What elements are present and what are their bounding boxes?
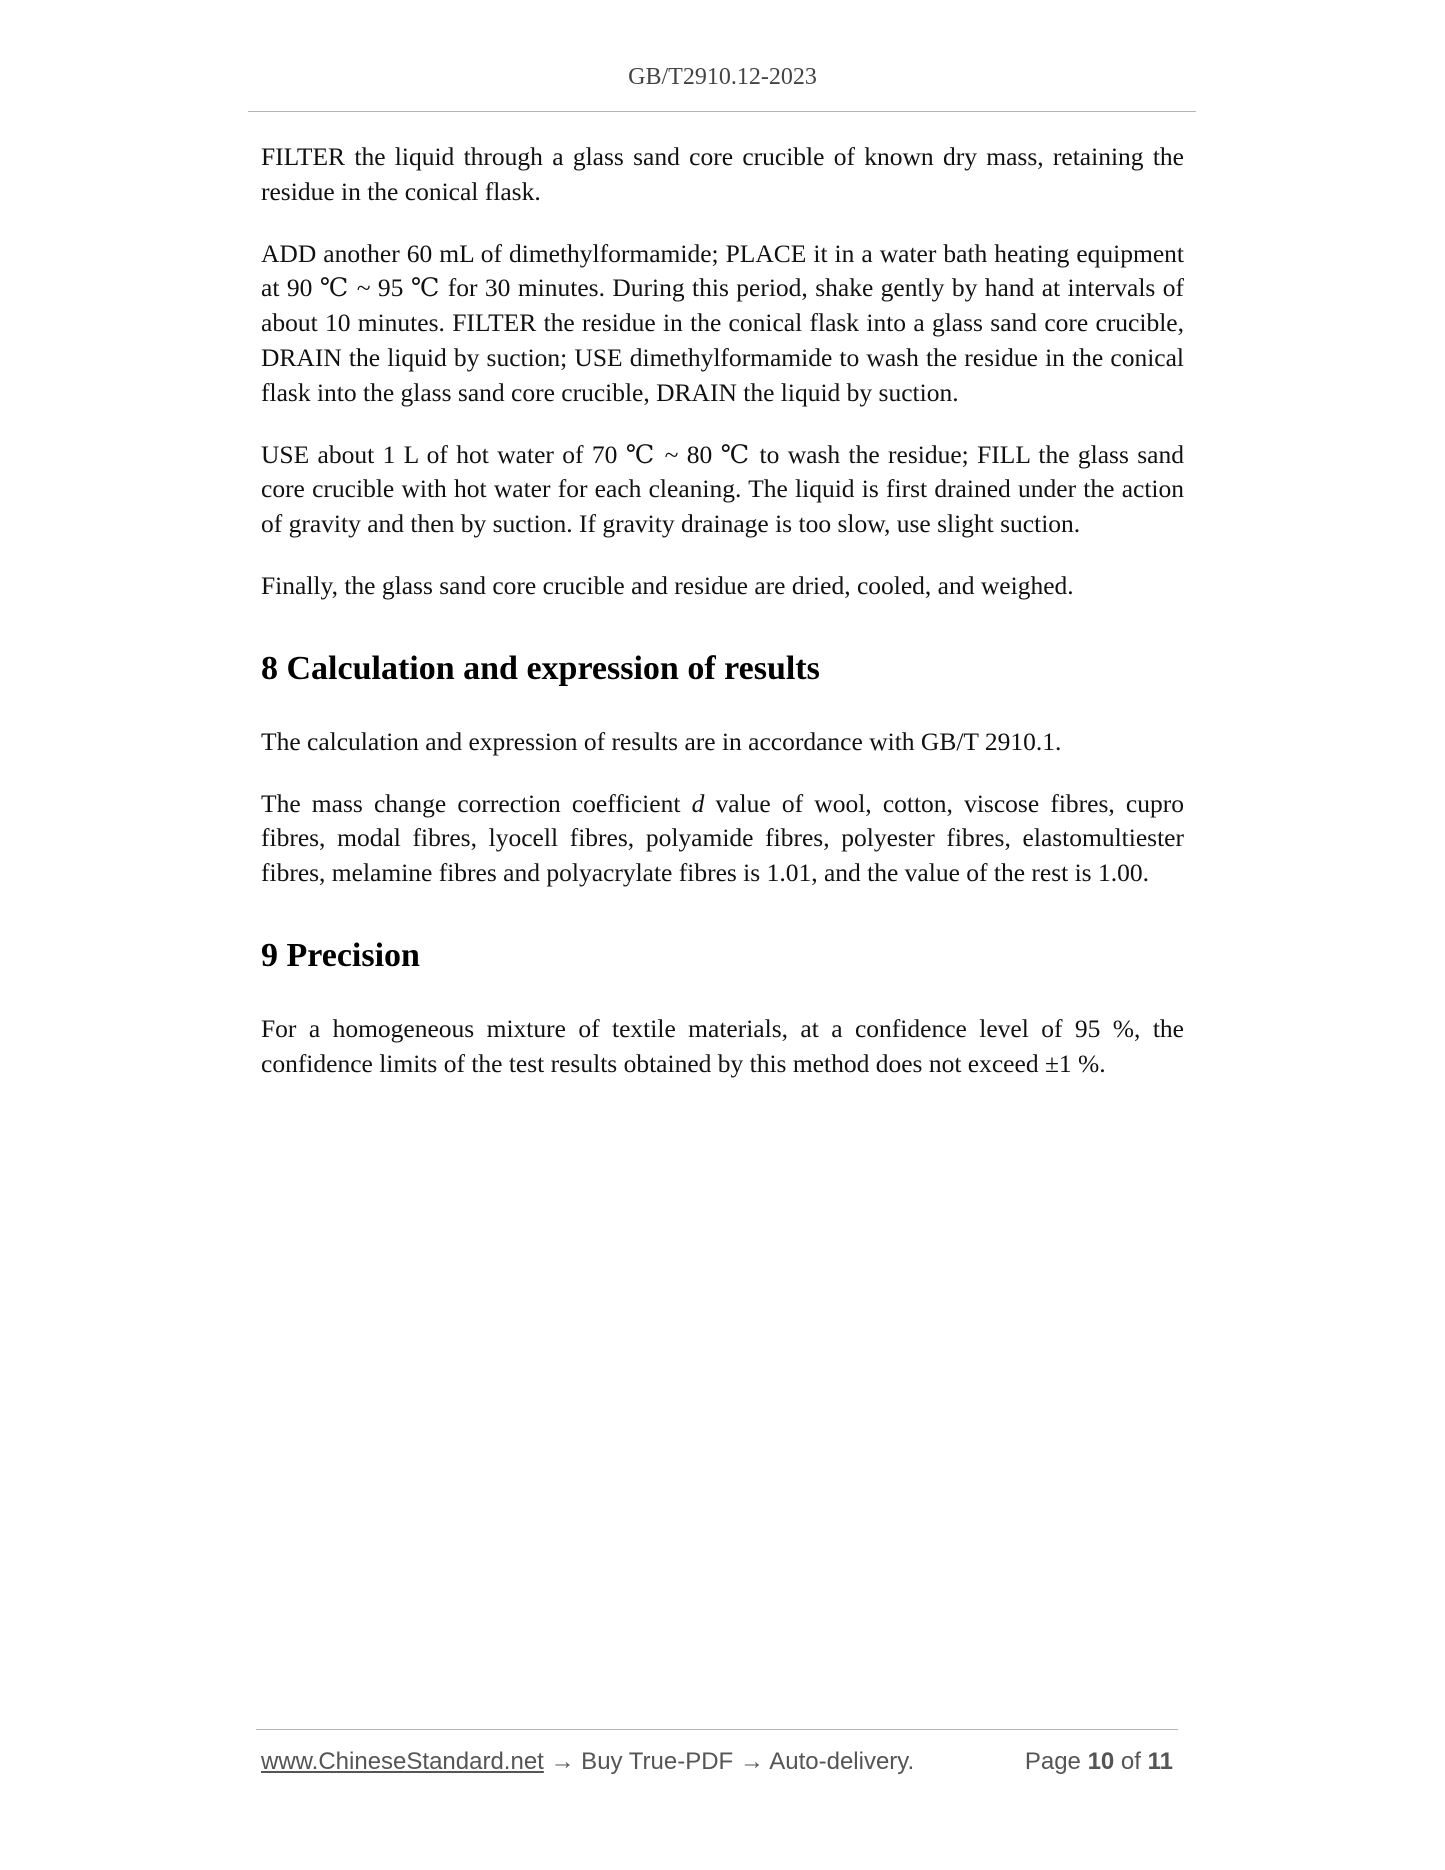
document-header-title: GB/T2910.12-2023 [628,64,817,90]
footer-divider [256,1729,1178,1730]
correction-coefficient-symbol: d [691,788,705,818]
section-8-paragraph-1: The calculation and expression of results are in accordance with GB/T 2910.1. [261,726,1062,756]
section-8-p2-before: The mass change correction coefficient [261,788,692,818]
page-content [261,140,1184,1109]
page-total: 11 [1147,1748,1173,1775]
paragraph-hot-water: USE about 1 L of hot water of 70 ℃ ~ 80 ℃ to wash the residue; FILL the glass sand core crucible with hot water for each cleaning. The liquid is first drained under the action of gravity and then by suction. If gravity drainage is too slow, use slight suction. [261,439,1184,539]
section-9-paragraph-1: For a homogeneous mixture of textile materials, at a confidence level of 95 %, the confidence limits of the test results obtained by this method does not exceed ±1 %. [261,1013,1184,1078]
section-8-p2-after: value of wool, cotton, viscose fibres, cupro fibres, modal fibres, lyocell fibres, polyamide fibres, polyester fibres, elastomultiester fibres, melamine fibres and polyacrylate fibres is 1.01, and the value of the rest is 1.00. [261,788,1184,888]
page-of-label: of [1114,1748,1148,1775]
paragraph-add-dmf: ADD another 60 mL of dimethylformamide; PLACE it in a water bath heating equipment at 90 ℃ ~ 95 ℃ for 30 minutes. During this period, shake gently by hand at intervals of about 10 minutes. FILTER the residue in the conical flask into a glass sand core crucible, DRAIN the liquid by suction; USE dimethylformamide to wash the residue in the conical flask into the glass sand core crucible, DRAIN the liquid by suction. [261,238,1184,407]
paragraph-finally: Finally, the glass sand core crucible and residue are dried, cooled, and weighed. [261,570,1074,600]
page-footer [261,1748,1179,1782]
chinesestandard-link[interactable]: www.ChineseStandard.net [261,1748,544,1775]
paragraph-filter: FILTER the liquid through a glass sand core crucible of known dry mass, retaining the residue in the conical flask. [261,142,1184,206]
page-current: 10 [1087,1748,1115,1775]
page-label: Page [1024,1748,1088,1775]
footer-promo [261,1748,914,1776]
footer-promo-text: → Buy True-PDF → Auto-delivery. [543,1748,915,1775]
header-divider [248,111,1196,112]
section-9-heading: 9 Precision [261,936,420,974]
section-8-paragraph-2 [261,787,1184,891]
page-number [1025,1748,1173,1776]
section-8-heading: 8 Calculation and expression of results [261,649,820,687]
